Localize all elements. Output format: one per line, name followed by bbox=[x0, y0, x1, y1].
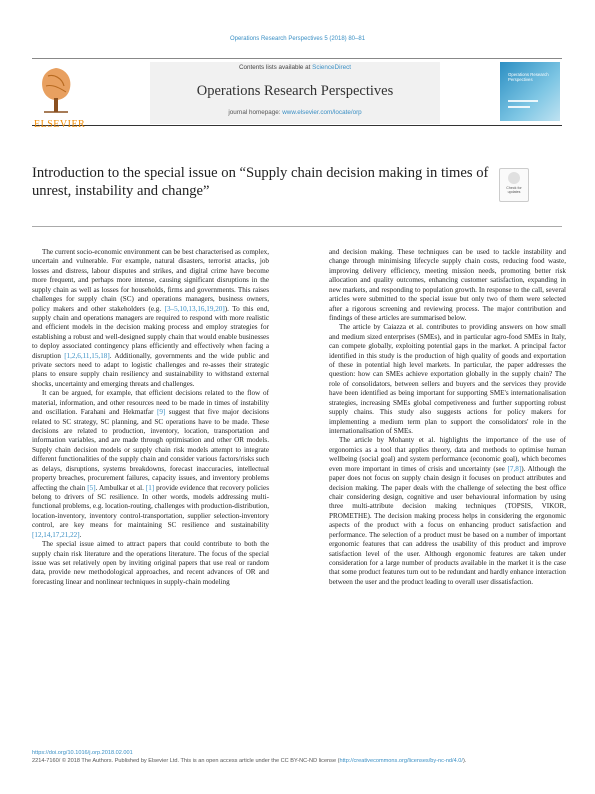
text-run: The article by Mohanty et al. highlights the importance of the use of ergonomics as a tool that applies theory, data and methods to optimise human wellbeing (social goal) and system performance (economic goal), which becomes even more important in times of crisis and uncertainty (see bbox=[329, 436, 566, 473]
citation-link[interactable]: [12,14,17,21,22] bbox=[32, 530, 80, 539]
paragraph: and decision making. These techniques can be used to tackle instability and change through minimising lifecycle supply chain costs, reducing food waste, improving delivery efficiency, meeting mission needs, promoting better risk allocation and quality outcomes, enhancing customer satisfaction, expanding in new markets, and responding to population growth. In response to the call, several articles were submitted to the special issue but only two of them were selected after a rigorous screening and reviewing process. The major contribution and findings of these articles are summarised below. bbox=[329, 248, 566, 322]
citation-link[interactable]: [3–5,10,13,16,19,20] bbox=[164, 304, 225, 313]
left-column bbox=[32, 248, 269, 587]
homepage-link[interactable]: www.elsevier.com/locate/orp bbox=[282, 109, 362, 116]
journal-cover-image bbox=[500, 62, 560, 121]
text-run: 2214-7160/ © 2018 The Authors. Published by Elsevier Ltd. This is an open access article under the CC BY-NC-ND license ( bbox=[32, 758, 340, 764]
citation-link[interactable]: [9] bbox=[156, 408, 166, 417]
text-run: provide evidence that recovery policies belong to drivers of SC resilience. In other words, models addressing multi-functional problems, e.g. location-routing, challenges with production-distribution, location-inventory, inventory control-transportation, supplier selection-inventory control, are key means for maintaining SC resilience and sustainability bbox=[32, 483, 269, 530]
citation-link[interactable]: [1] bbox=[145, 483, 155, 492]
paragraph: The article by Caiazza et al. contributes to providing answers on how small and medium sized enterprises (SMEs), and in particular agro-food SMEs in Italy, can compete globally, exploiting potential gaps in the market. A principal factor identified in this study is the production of high quality of goods and exportation of these in potential high level markets. In particular, the paper addresses the question: how can SMEs achieve exportation globally in the supply chain? The role of consolidators, between sellers and buyers and the services they provide have been identified as being important for supporting SME's internationalisation strategies, increasing SMEs global competiveness and further supporting robust supply chains. This study also suggests actions for policy makers for implementing a medium term plan to support the consolidators' role in the internationalisation of SMEs. bbox=[329, 323, 566, 436]
paragraph bbox=[329, 436, 566, 587]
text-run: ). Although the paper does not focus on supply chain design it focuses on product attributes and decision making. The paper deals with the challenge of selecting the best office chair considering design, cognitive and user behavioural information by using three multi-attribute decision making techniques (TOPSIS, VIKOR, PROMETHE). The decision making process helps in considering the ergonomic aspects of the product with a focus on enhancing product satisfaction and performance. The selection of a product must be based on a number of important ergonomic features that can address the usability of this product and improve satisfaction level of the user. Although ergonomic features are taken under consideration for a large number of products available in the market it is the case that some product features turn out to be redundant and hardly enhance interaction between the user and the product leading to overall user dissatisfaction. bbox=[329, 464, 566, 586]
doi-link[interactable]: https://doi.org/10.1016/j.orp.2018.02.001 bbox=[32, 750, 133, 756]
journal-header-block bbox=[150, 62, 440, 124]
homepage-prefix: journal homepage: bbox=[228, 109, 283, 116]
contents-prefix: Contents lists available at bbox=[238, 64, 313, 71]
homepage-line bbox=[150, 109, 440, 116]
text-run: . Additionally, governments and the wide public and private sectors need to adapt to logistic challenges and re-asses their strategic plans to ensure supply chain resiliency and sustainability to withstand external shocks, uncertainty and emerging threats and challenges. bbox=[32, 351, 270, 388]
citation-link[interactable]: [1,2,6,11,15,18] bbox=[64, 351, 110, 360]
text-run: suggest that five major decisions related to SC strategy, SC planning, and SC operations have to be made. These decisions are related to production, inventory, location, transportation and information variables, and are made through optimisation and other OR models. Supply chain decision models or supply chain risk models attempt to integrate different functionalities of the supply chain and consider various factors/risks such as delays, disruptions, systems breakdowns, forecast inaccuracies, intellectual property breaches, procurement failures, capacity issues, and inventory problems affecting the chain bbox=[32, 408, 269, 492]
text-run: ). bbox=[462, 758, 467, 764]
elsevier-tree-logo bbox=[34, 62, 78, 120]
running-head: Operations Research Perspectives 5 (2018) 80–81 bbox=[229, 36, 366, 42]
section-divider bbox=[32, 226, 562, 227]
license-link[interactable]: http://creativecommons.org/licenses/by-nc-nd/4.0/ bbox=[339, 758, 463, 764]
check-for-updates-label: Check for updates bbox=[506, 186, 522, 194]
text-run: . Ambulkar et al. bbox=[95, 483, 146, 492]
right-column bbox=[329, 248, 566, 587]
contents-line bbox=[150, 64, 440, 71]
text-run: ). To this end, supply chain and operations managers are required to respond with more realistic and efficient models in the decision making process and employ strategies for establishing a robust and well-designed supply chain that would enable businesses to deploy associated contingency plans efficiently and effectively when facing a disruption bbox=[32, 304, 270, 360]
elsevier-wordmark: ELSEVIER bbox=[34, 119, 86, 130]
paragraph: The special issue aimed to attract papers that could contribute to both the supply chain risk literature and the operations literature. The focus of the special issue was set relatively open by inviting original papers that use real or random data, provide new methodological approaches, and recent advances of OR and forecasting linear and nonlinear techniques in supply-chain modeling bbox=[32, 540, 269, 586]
text-run: It can be argued, for example, that efficient decisions related to the flow of material, information, and other resources need to be made in times of instability and oscillation. Farahani and Hekmatfar bbox=[32, 389, 269, 417]
footer bbox=[32, 749, 562, 765]
cover-stripe bbox=[508, 100, 538, 102]
cover-stripe bbox=[508, 106, 530, 108]
check-for-updates-icon bbox=[508, 172, 520, 184]
license-line bbox=[32, 757, 562, 765]
journal-title: Operations Research Perspectives bbox=[196, 83, 394, 99]
sciencedirect-link[interactable]: ScienceDirect bbox=[312, 64, 351, 71]
check-for-updates-badge[interactable] bbox=[499, 168, 529, 202]
text-run: The current socio-economic environment can be best characterised as complex, uncertain and vulnerable. For example, natural disasters, terrorist attacks, job losses and distress, labour disputes and strikes, and digital crime have become more frequent, and perhaps more intense, causing significant disruptions in the supply chain as well as losses for households, firms and governments. This raises challenges for supply chain (SC) and operations managers, business owners, policy makers and other stakeholders (e.g. bbox=[32, 248, 269, 313]
paragraph bbox=[32, 248, 269, 389]
article-title: Introduction to the special issue on “Supply chain decision making in times of unrest, instability and change” bbox=[32, 165, 489, 199]
text-run: . bbox=[79, 530, 82, 539]
paragraph bbox=[32, 389, 269, 540]
citation-link[interactable]: [7,8] bbox=[507, 464, 522, 473]
cover-title: Operations Research Perspectives bbox=[508, 72, 549, 83]
citation-link[interactable]: [5] bbox=[87, 483, 96, 492]
